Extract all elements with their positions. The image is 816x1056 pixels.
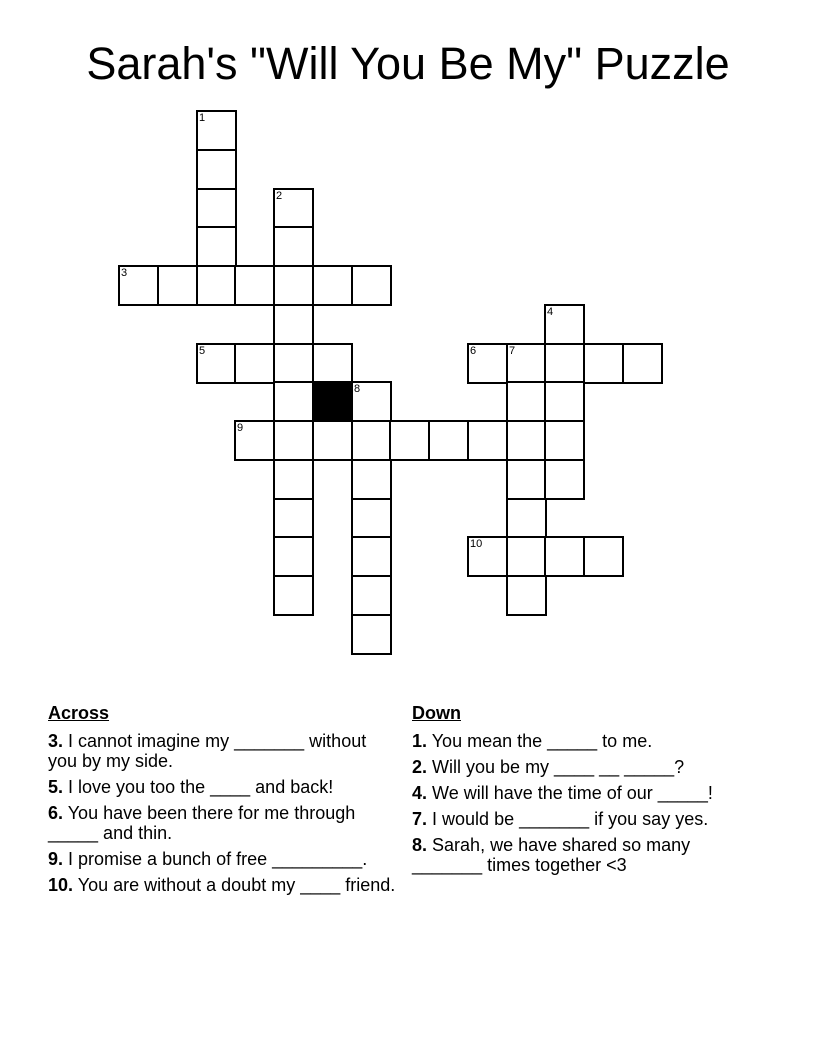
clue-number: 7 bbox=[509, 345, 516, 357]
crossword-cell[interactable] bbox=[351, 536, 392, 577]
down-clue bbox=[412, 783, 762, 803]
crossword-cell[interactable] bbox=[351, 381, 392, 422]
down-clue bbox=[412, 809, 762, 829]
clue-number: 8 bbox=[354, 383, 361, 395]
clue-number: 9 bbox=[237, 422, 244, 434]
crossword-cell[interactable] bbox=[273, 304, 314, 345]
page-title: Sarah's "Will You Be My" Puzzle bbox=[86, 38, 730, 89]
clue-text: Sarah, we have shared so many _______ times together <3 bbox=[412, 835, 691, 875]
across-clue bbox=[48, 803, 398, 843]
clue-text: I cannot imagine my _______ without you by my side. bbox=[48, 731, 367, 771]
crossword-cell[interactable] bbox=[312, 265, 353, 306]
clue-number: 6 bbox=[470, 345, 477, 357]
down-clue bbox=[412, 757, 762, 777]
crossword-cell[interactable] bbox=[506, 536, 547, 577]
crossword-cell[interactable] bbox=[506, 498, 547, 539]
crossword-cell[interactable] bbox=[428, 420, 469, 461]
across-clues bbox=[48, 702, 398, 901]
crossword-cell[interactable] bbox=[157, 265, 198, 306]
crossword-cell[interactable] bbox=[544, 459, 585, 500]
crossword-cell[interactable] bbox=[351, 498, 392, 539]
clue-number: 4 bbox=[547, 306, 554, 318]
clue-text: We will have the time of our _____! bbox=[432, 783, 713, 803]
crossword-cell[interactable] bbox=[273, 381, 314, 422]
crossword-cell[interactable] bbox=[312, 420, 353, 461]
crossword-cell[interactable] bbox=[544, 343, 585, 384]
clue-number: 6. bbox=[48, 803, 64, 823]
crossword-cell[interactable] bbox=[273, 188, 314, 229]
crossword-cell[interactable] bbox=[312, 343, 353, 384]
across-clue bbox=[48, 849, 398, 869]
crossword-cell[interactable] bbox=[506, 459, 547, 500]
down-clues bbox=[412, 702, 762, 881]
crossword-cell[interactable] bbox=[351, 459, 392, 500]
crossword-cell[interactable] bbox=[506, 575, 547, 616]
clue-number: 1 bbox=[199, 112, 206, 124]
clue-number: 4. bbox=[412, 783, 428, 803]
clue-number: 3. bbox=[48, 731, 64, 751]
across-clue bbox=[48, 777, 398, 797]
crossword-cell[interactable] bbox=[273, 536, 314, 577]
crossword-cell[interactable] bbox=[196, 343, 237, 384]
crossword-cell[interactable] bbox=[467, 420, 508, 461]
crossword-cell[interactable] bbox=[273, 265, 314, 306]
clue-text: You have been there for me through _____ and thin. bbox=[48, 803, 356, 843]
down-heading: Down bbox=[412, 703, 461, 723]
crossword-cell[interactable] bbox=[467, 343, 508, 384]
crossword-cell[interactable] bbox=[196, 226, 237, 267]
clue-number: 7. bbox=[412, 809, 428, 829]
crossword-cell[interactable] bbox=[196, 265, 237, 306]
crossword-cell[interactable] bbox=[273, 420, 314, 461]
clue-text: I promise a bunch of free _________. bbox=[68, 849, 368, 869]
crossword-cell[interactable] bbox=[351, 614, 392, 655]
crossword-cell[interactable] bbox=[389, 420, 430, 461]
crossword-cell[interactable] bbox=[506, 420, 547, 461]
clue-number: 2. bbox=[412, 757, 428, 777]
crossword-cell[interactable] bbox=[196, 110, 237, 151]
clue-text: You are without a doubt my ____ friend. bbox=[77, 875, 396, 895]
crossword-cell[interactable] bbox=[583, 343, 624, 384]
crossword-cell[interactable] bbox=[544, 536, 585, 577]
crossword-cell[interactable] bbox=[118, 265, 159, 306]
clue-number: 10. bbox=[48, 875, 74, 895]
crossword-cell[interactable] bbox=[622, 343, 663, 384]
clue-text: I love you too the ____ and back! bbox=[68, 777, 334, 797]
across-clue bbox=[48, 731, 398, 771]
clue-number: 5. bbox=[48, 777, 64, 797]
crossword-cell[interactable] bbox=[467, 536, 508, 577]
crossword-cell[interactable] bbox=[273, 226, 314, 267]
crossword-cell[interactable] bbox=[583, 536, 624, 577]
black-square bbox=[312, 381, 353, 422]
crossword-cell[interactable] bbox=[234, 265, 275, 306]
crossword-cell[interactable] bbox=[234, 420, 275, 461]
crossword-cell[interactable] bbox=[196, 149, 237, 190]
crossword-cell[interactable] bbox=[196, 188, 237, 229]
crossword-cell[interactable] bbox=[506, 381, 547, 422]
clue-number: 5 bbox=[199, 345, 206, 357]
clue-number: 1. bbox=[412, 731, 428, 751]
across-heading: Across bbox=[48, 703, 110, 723]
clue-number: 9. bbox=[48, 849, 64, 869]
clue-number: 8. bbox=[412, 835, 428, 855]
down-clue bbox=[412, 731, 762, 751]
clue-text: Will you be my ____ __ _____? bbox=[432, 757, 685, 777]
crossword-cell[interactable] bbox=[351, 575, 392, 616]
across-clue bbox=[48, 875, 398, 895]
crossword-cell[interactable] bbox=[273, 459, 314, 500]
clue-number: 10 bbox=[470, 538, 483, 550]
crossword-cell[interactable] bbox=[544, 381, 585, 422]
crossword-cell[interactable] bbox=[544, 304, 585, 345]
down-clue bbox=[412, 835, 762, 875]
crossword-cell[interactable] bbox=[351, 265, 392, 306]
clue-number: 3 bbox=[121, 267, 128, 279]
crossword-cell[interactable] bbox=[273, 498, 314, 539]
crossword-cell[interactable] bbox=[544, 420, 585, 461]
crossword-cell[interactable] bbox=[506, 343, 547, 384]
crossword-cell[interactable] bbox=[273, 575, 314, 616]
clue-text: I would be _______ if you say yes. bbox=[432, 809, 709, 829]
crossword-cell[interactable] bbox=[273, 343, 314, 384]
clue-number: 2 bbox=[276, 190, 283, 202]
crossword-cell[interactable] bbox=[351, 420, 392, 461]
clue-text: You mean the _____ to me. bbox=[431, 731, 653, 751]
crossword-cell[interactable] bbox=[234, 343, 275, 384]
